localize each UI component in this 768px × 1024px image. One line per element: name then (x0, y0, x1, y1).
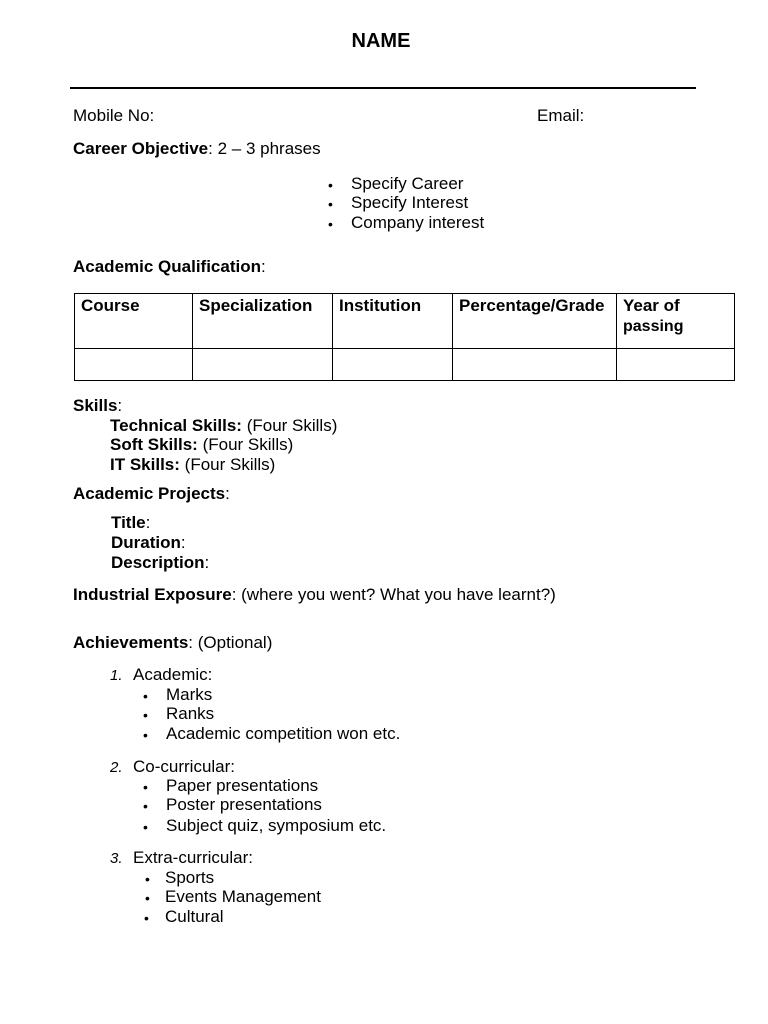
skill-technical: Technical Skills: (Four Skills) (110, 416, 338, 435)
list-item: Sports (165, 868, 215, 887)
list-item: Specify Interest (351, 193, 469, 212)
bullet-icon: • (143, 819, 148, 835)
list-item: Poster presentations (166, 795, 322, 814)
list-item: Company interest (351, 213, 485, 232)
column-header-specialization: Specialization (193, 294, 333, 349)
bullet-icon: • (143, 688, 148, 704)
column-header-percentage: Percentage/Grade (453, 294, 617, 349)
table-cell (617, 349, 735, 381)
bullet-icon: • (143, 798, 148, 814)
academic-qualification-heading: Academic Qualification: (73, 257, 266, 276)
bullet-icon: • (328, 216, 333, 232)
list-item: Paper presentations (166, 776, 319, 795)
career-objective-heading: Career Objective: 2 – 3 phrases (73, 139, 321, 158)
industrial-exposure-heading: Industrial Exposure: (where you went? What you have learnt?) (73, 585, 556, 604)
bullet-icon: • (328, 177, 333, 193)
bullet-icon: • (145, 890, 150, 906)
bullet-icon: • (143, 779, 148, 795)
bullet-icon: • (143, 727, 148, 743)
resume-name: NAME (351, 30, 411, 52)
table-row (75, 349, 735, 381)
column-header-course: Course (75, 294, 193, 349)
email-label: Email: (537, 106, 585, 125)
achievements-heading: Achievements: (Optional) (73, 633, 273, 652)
mobile-label: Mobile No: (73, 106, 155, 125)
column-header-institution: Institution (333, 294, 453, 349)
table-cell (75, 349, 193, 381)
skill-it: IT Skills: (Four Skills) (110, 455, 276, 474)
project-description-field: Description: (111, 553, 210, 572)
list-item: Marks (166, 685, 213, 704)
column-header-year: Year of passing (617, 294, 735, 349)
list-item: Specify Career (351, 174, 464, 193)
table-header-row (75, 294, 735, 349)
bullet-icon: • (143, 707, 148, 723)
table-cell (193, 349, 333, 381)
skill-soft: Soft Skills: (Four Skills) (110, 435, 294, 454)
header-divider (70, 87, 696, 89)
project-title-field: Title: (111, 513, 151, 532)
academic-projects-heading: Academic Projects: (73, 484, 230, 503)
table-cell (453, 349, 617, 381)
achievement-group-title: Extra-curricular: (133, 848, 253, 867)
achievement-group-title: Co-curricular: (133, 757, 236, 776)
list-number: 1. (110, 667, 123, 684)
list-item: Ranks (166, 704, 215, 723)
table-cell (333, 349, 453, 381)
bullet-icon: • (328, 196, 333, 212)
achievement-group-title: Academic: (133, 665, 213, 684)
bullet-icon: • (144, 910, 149, 926)
list-item: Academic competition won etc. (166, 724, 401, 743)
qualification-table (74, 293, 735, 381)
skills-heading: Skills: (73, 396, 123, 415)
list-number: 3. (110, 850, 123, 867)
list-number: 2. (110, 759, 123, 776)
bullet-icon: • (145, 871, 150, 887)
list-item: Cultural (165, 907, 224, 926)
list-item: Events Management (165, 887, 321, 906)
list-item: Subject quiz, symposium etc. (166, 816, 387, 835)
project-duration-field: Duration: (111, 533, 186, 552)
